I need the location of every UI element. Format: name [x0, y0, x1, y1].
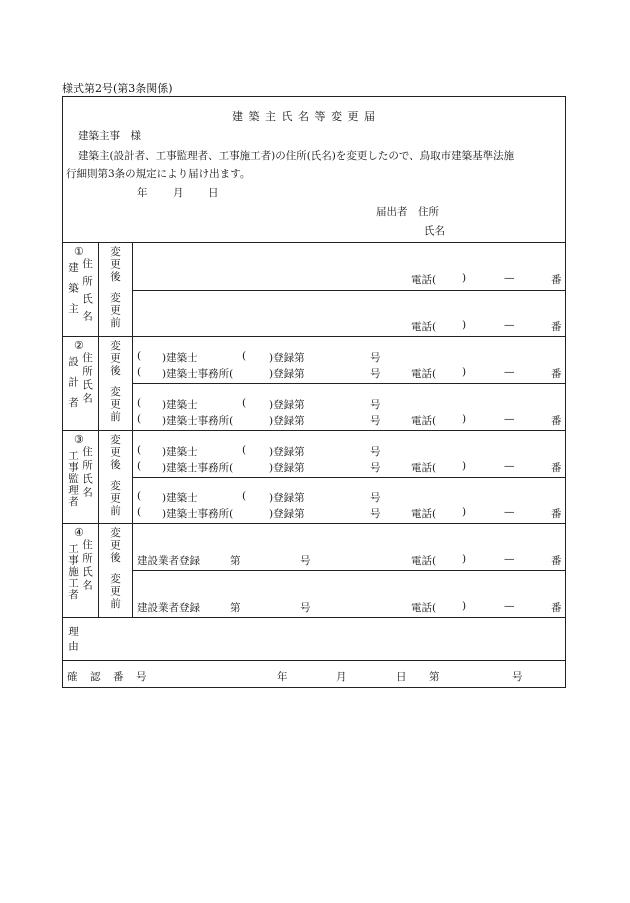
arch-go: 号	[370, 446, 381, 458]
arch-paren-open-2: (	[242, 490, 247, 502]
addressee: 建築主事 様	[78, 130, 141, 142]
phone-close: )	[462, 366, 467, 378]
before-label: 変更前	[109, 573, 121, 611]
section-address-name-label: 住所氏名	[81, 539, 93, 593]
arch-paren-open: (	[137, 350, 142, 362]
office-paren-open: (	[137, 366, 142, 378]
office-paren-open: (	[137, 413, 142, 425]
phone-dash: —	[504, 319, 515, 331]
arch-title: )建築士	[162, 492, 198, 504]
phone-close: )	[462, 272, 467, 284]
after-label: 変更後	[109, 246, 121, 284]
phone-close: )	[462, 413, 467, 425]
section-role: 設計者	[67, 356, 79, 418]
form-title: 建 築 主 氏 名 等 変 更 届	[232, 110, 376, 123]
arch-paren-open: (	[137, 490, 142, 502]
arch-title: )建築士	[162, 446, 198, 458]
phone-ban: 番	[551, 602, 562, 614]
office-reg: )登録第	[269, 368, 305, 380]
phone-dash: —	[504, 413, 515, 425]
office-go: 号	[370, 462, 381, 474]
date-day: 日	[208, 187, 219, 199]
phone-ban: 番	[551, 508, 562, 520]
phone-label: 電話(	[411, 602, 437, 614]
section-address-name-label: 住所氏名	[81, 352, 93, 406]
phone-dash: —	[504, 600, 515, 612]
section-number: ①	[74, 245, 84, 258]
contractor-label: 建設業者登録	[137, 602, 200, 614]
arch-paren-open: (	[137, 397, 142, 409]
office-go: 号	[370, 368, 381, 380]
arch-reg: )登録第	[269, 492, 305, 504]
section-number: ④	[74, 526, 84, 539]
arch-reg: )登録第	[269, 446, 305, 458]
phone-dash: —	[504, 272, 515, 284]
footer-go: 号	[512, 671, 523, 683]
after-label: 変更後	[109, 527, 121, 565]
before-label: 変更前	[109, 292, 121, 330]
date-year: 年	[137, 187, 148, 199]
section-role: 建築主	[67, 262, 79, 324]
arch-go: 号	[370, 492, 381, 504]
before-label: 変更前	[109, 480, 121, 518]
section-address-name-label: 住所氏名	[81, 258, 93, 328]
before-label: 変更前	[109, 386, 121, 424]
footer-month: 月	[336, 671, 347, 683]
office-reg: )登録第	[269, 415, 305, 427]
phone-label: 電話(	[411, 555, 437, 567]
section-role: 工事施工者	[67, 543, 79, 601]
phone-close: )	[462, 319, 467, 331]
phone-ban: 番	[551, 555, 562, 567]
phone-dash: —	[504, 460, 515, 472]
phone-dash: —	[504, 553, 515, 565]
phone-dash: —	[504, 506, 515, 518]
contractor-dai: 第	[230, 602, 241, 614]
phone-label: 電話(	[411, 415, 437, 427]
section-number: ③	[74, 433, 84, 446]
body-line-1: 建築主(設計者、工事監理者、工事施工者)の住所(氏名)を変更したので、鳥取市建築基準法施	[78, 150, 515, 162]
arch-reg: )登録第	[269, 352, 305, 364]
office-go: 号	[370, 508, 381, 520]
phone-ban: 番	[551, 274, 562, 286]
after-label: 変更後	[109, 340, 121, 378]
arch-paren-open: (	[137, 444, 142, 456]
phone-close: )	[462, 553, 467, 565]
office-title: )建築士事務所(	[162, 508, 234, 520]
phone-close: )	[462, 600, 467, 612]
form-label: 様式第2号(第3条関係)	[62, 82, 173, 95]
phone-ban: 番	[551, 415, 562, 427]
confirmation-number-label: 確 認 番 号	[67, 671, 148, 683]
phone-label: 電話(	[411, 368, 437, 380]
office-title: )建築士事務所(	[162, 415, 234, 427]
phone-close: )	[462, 506, 467, 518]
applicant-name-label: 氏名	[424, 225, 445, 237]
footer-day: 日	[396, 671, 407, 683]
office-title: )建築士事務所(	[162, 368, 234, 380]
phone-ban: 番	[551, 462, 562, 474]
applicant-address-label: 届出者 住所	[376, 206, 439, 218]
section-role: 工事監理者	[67, 450, 79, 508]
phone-ban: 番	[551, 368, 562, 380]
office-reg: )登録第	[269, 462, 305, 474]
phone-label: 電話(	[411, 321, 437, 333]
arch-go: 号	[370, 399, 381, 411]
contractor-go: 号	[300, 602, 311, 614]
arch-paren-open-2: (	[242, 350, 247, 362]
office-reg: )登録第	[269, 508, 305, 520]
office-title: )建築士事務所(	[162, 462, 234, 474]
office-paren-open: (	[137, 506, 142, 518]
footer-year: 年	[277, 671, 288, 683]
arch-reg: )登録第	[269, 399, 305, 411]
phone-label: 電話(	[411, 274, 437, 286]
phone-ban: 番	[551, 321, 562, 333]
contractor-dai: 第	[230, 555, 241, 567]
contractor-label: 建設業者登録	[137, 555, 200, 567]
phone-close: )	[462, 460, 467, 472]
section-number: ②	[74, 339, 84, 352]
arch-title: )建築士	[162, 352, 198, 364]
arch-paren-open-2: (	[242, 397, 247, 409]
arch-title: )建築士	[162, 399, 198, 411]
contractor-go: 号	[300, 555, 311, 567]
arch-go: 号	[370, 352, 381, 364]
office-paren-open: (	[137, 460, 142, 472]
phone-label: 電話(	[411, 508, 437, 520]
after-label: 変更後	[109, 434, 121, 472]
body-line-2: 行細則第3条の規定により届け出ます。	[66, 168, 251, 180]
date-month: 月	[173, 187, 184, 199]
section-address-name-label: 住所氏名	[81, 446, 93, 500]
reason-label: 理由	[67, 626, 79, 655]
phone-dash: —	[504, 366, 515, 378]
arch-paren-open-2: (	[242, 444, 247, 456]
phone-label: 電話(	[411, 462, 437, 474]
footer-dai: 第	[429, 671, 440, 683]
office-go: 号	[370, 415, 381, 427]
